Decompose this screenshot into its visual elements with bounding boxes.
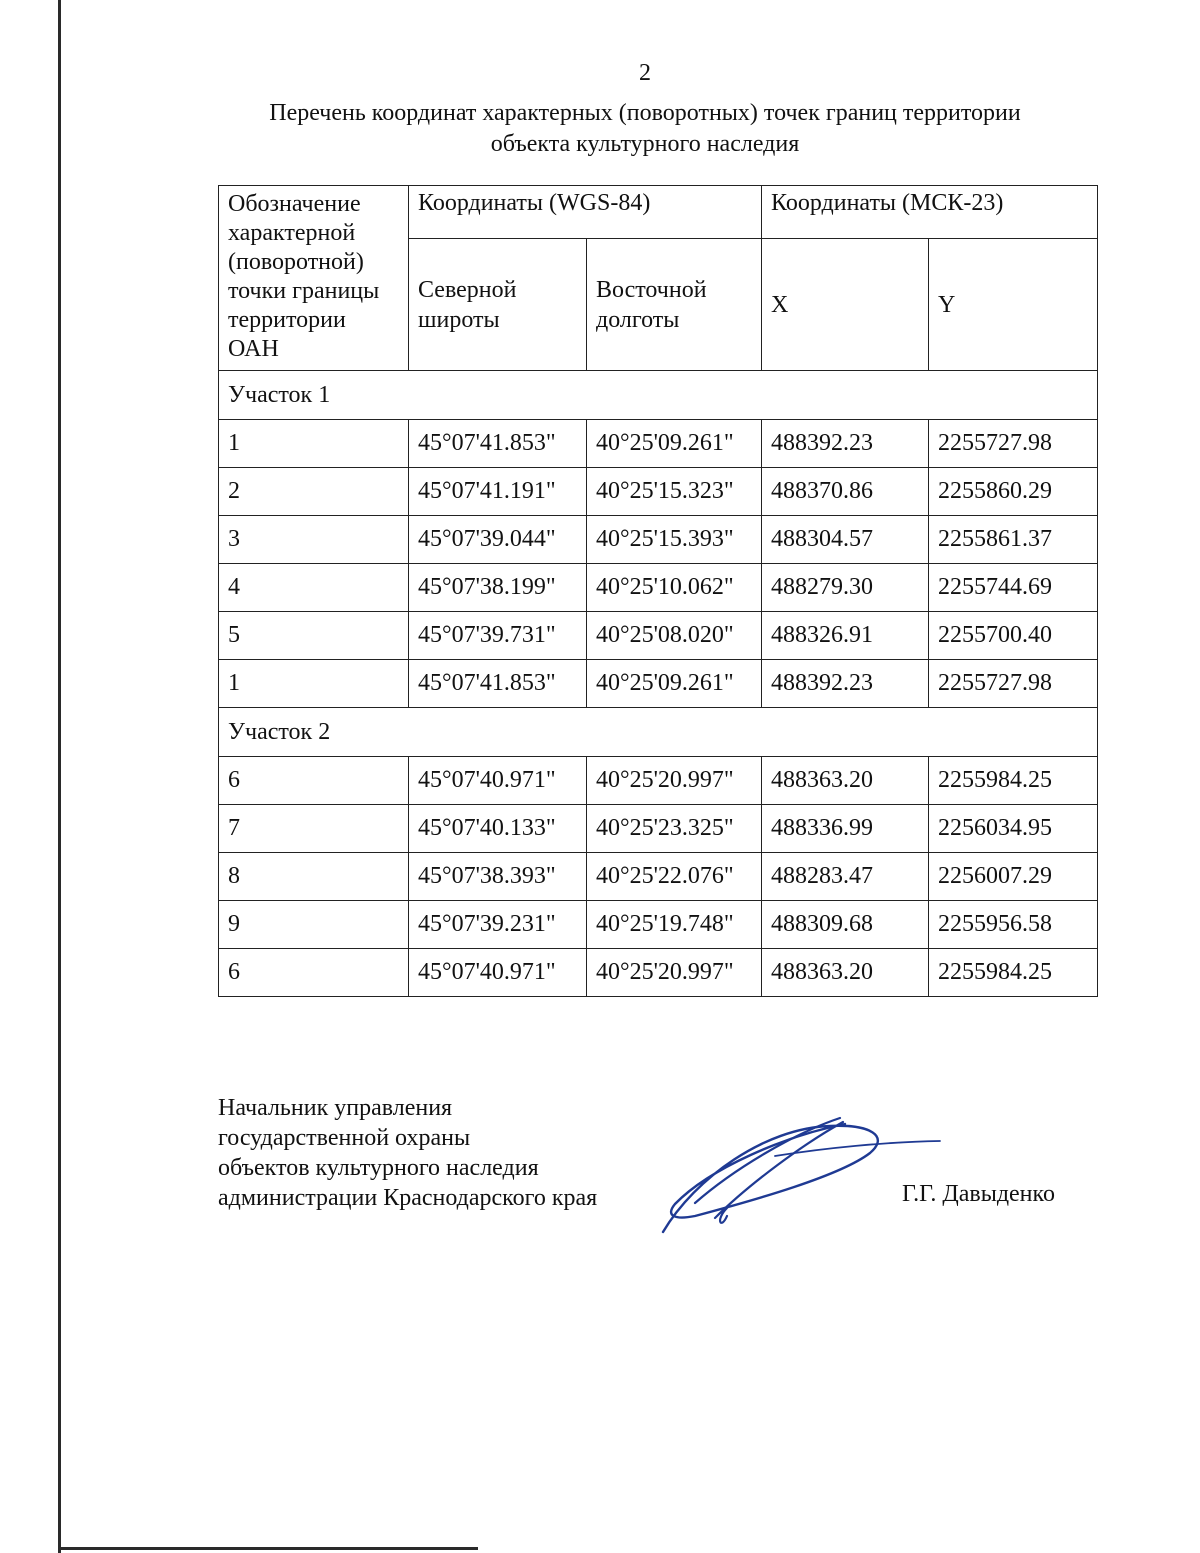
cell-x: 488370.86: [762, 468, 929, 516]
cell-point: 5: [219, 612, 409, 660]
header-east-longitude: Восточной долготы: [587, 239, 762, 371]
cell-lat: 45°07'39.044": [409, 516, 587, 564]
handwritten-signature: [655, 1108, 945, 1238]
table-row: [219, 564, 1098, 612]
table-row: [219, 757, 1098, 805]
cell-x: 488392.23: [762, 660, 929, 708]
cell-lat: 45°07'39.731": [409, 612, 587, 660]
cell-lon: 40°25'09.261": [587, 660, 762, 708]
cell-y: 2255744.69: [929, 564, 1098, 612]
cell-lon: 40°25'22.076": [587, 853, 762, 901]
document-title: [0, 98, 1200, 160]
cell-lon: 40°25'15.393": [587, 516, 762, 564]
signer-name: Г.Г. Давыденко: [902, 1181, 1055, 1207]
table-row: [219, 805, 1098, 853]
cell-lat: 45°07'40.971": [409, 757, 587, 805]
table-row: [219, 516, 1098, 564]
section-label: Участок 1: [219, 371, 1098, 420]
cell-lon: 40°25'09.261": [587, 420, 762, 468]
cell-x: 488304.57: [762, 516, 929, 564]
scan-edge-left: [58, 0, 61, 1553]
page-number: 2: [639, 60, 651, 86]
position-line-1: Начальник управления: [218, 1095, 453, 1121]
position-line-4: администрации Краснодарского края: [218, 1185, 598, 1211]
section-label: Участок 2: [219, 708, 1098, 757]
cell-point: 4: [219, 564, 409, 612]
cell-lat: 45°07'41.191": [409, 468, 587, 516]
cell-y: 2255984.25: [929, 949, 1098, 997]
cell-y: 2255727.98: [929, 420, 1098, 468]
cell-lon: 40°25'20.997": [587, 949, 762, 997]
cell-x: 488336.99: [762, 805, 929, 853]
cell-point: 1: [219, 660, 409, 708]
cell-lat: 45°07'41.853": [409, 660, 587, 708]
table-row: [219, 660, 1098, 708]
title-line-1: Перечень координат характерных (поворотных) точек границ территории: [269, 100, 1021, 126]
cell-point: 7: [219, 805, 409, 853]
header-north-latitude: Северной широты: [409, 239, 587, 371]
header-row-1: [219, 186, 1098, 239]
header-y: Y: [929, 239, 1098, 371]
signatory-position: [218, 1093, 597, 1213]
cell-y: 2255984.25: [929, 757, 1098, 805]
table-row: [219, 468, 1098, 516]
header-x: X: [762, 239, 929, 371]
cell-lat: 45°07'40.133": [409, 805, 587, 853]
cell-point: 2: [219, 468, 409, 516]
cell-lat: 45°07'38.199": [409, 564, 587, 612]
header-wgs84: Координаты (WGS-84): [409, 186, 762, 239]
cell-y: 2256034.95: [929, 805, 1098, 853]
cell-lon: 40°25'19.748": [587, 901, 762, 949]
table-row: [219, 420, 1098, 468]
cell-x: 488392.23: [762, 420, 929, 468]
table-row: [219, 901, 1098, 949]
cell-lat: 45°07'39.231": [409, 901, 587, 949]
cell-point: 3: [219, 516, 409, 564]
table-row: [219, 853, 1098, 901]
position-line-2: государственной охраны: [218, 1125, 471, 1151]
cell-lon: 40°25'15.323": [587, 468, 762, 516]
cell-x: 488326.91: [762, 612, 929, 660]
cell-y: 2255700.40: [929, 612, 1098, 660]
cell-y: 2255727.98: [929, 660, 1098, 708]
cell-x: 488309.68: [762, 901, 929, 949]
cell-lon: 40°25'08.020": [587, 612, 762, 660]
cell-lon: 40°25'10.062": [587, 564, 762, 612]
table-row: [219, 612, 1098, 660]
scan-edge-bottom: [58, 1547, 478, 1550]
cell-x: 488363.20: [762, 757, 929, 805]
title-line-2: объекта культурного наследия: [490, 131, 800, 157]
cell-point: 6: [219, 757, 409, 805]
position-line-3: объектов культурного наследия: [218, 1155, 539, 1181]
cell-point: 1: [219, 420, 409, 468]
header-msk23: Координаты (МСК-23): [762, 186, 1098, 239]
header-point-designation: Обозначение характерной (поворотной) точки границы территории ОАН: [219, 186, 409, 371]
cell-x: 488283.47: [762, 853, 929, 901]
cell-y: 2256007.29: [929, 853, 1098, 901]
cell-lon: 40°25'23.325": [587, 805, 762, 853]
cell-x: 488279.30: [762, 564, 929, 612]
section-row: [219, 708, 1098, 757]
cell-lon: 40°25'20.997": [587, 757, 762, 805]
cell-point: 9: [219, 901, 409, 949]
section-row: [219, 371, 1098, 420]
table-row: [219, 949, 1098, 997]
cell-point: 8: [219, 853, 409, 901]
cell-x: 488363.20: [762, 949, 929, 997]
cell-lat: 45°07'40.971": [409, 949, 587, 997]
cell-lat: 45°07'38.393": [409, 853, 587, 901]
cell-y: 2255956.58: [929, 901, 1098, 949]
coordinates-table: [218, 185, 1098, 997]
cell-lat: 45°07'41.853": [409, 420, 587, 468]
cell-point: 6: [219, 949, 409, 997]
cell-y: 2255860.29: [929, 468, 1098, 516]
cell-y: 2255861.37: [929, 516, 1098, 564]
